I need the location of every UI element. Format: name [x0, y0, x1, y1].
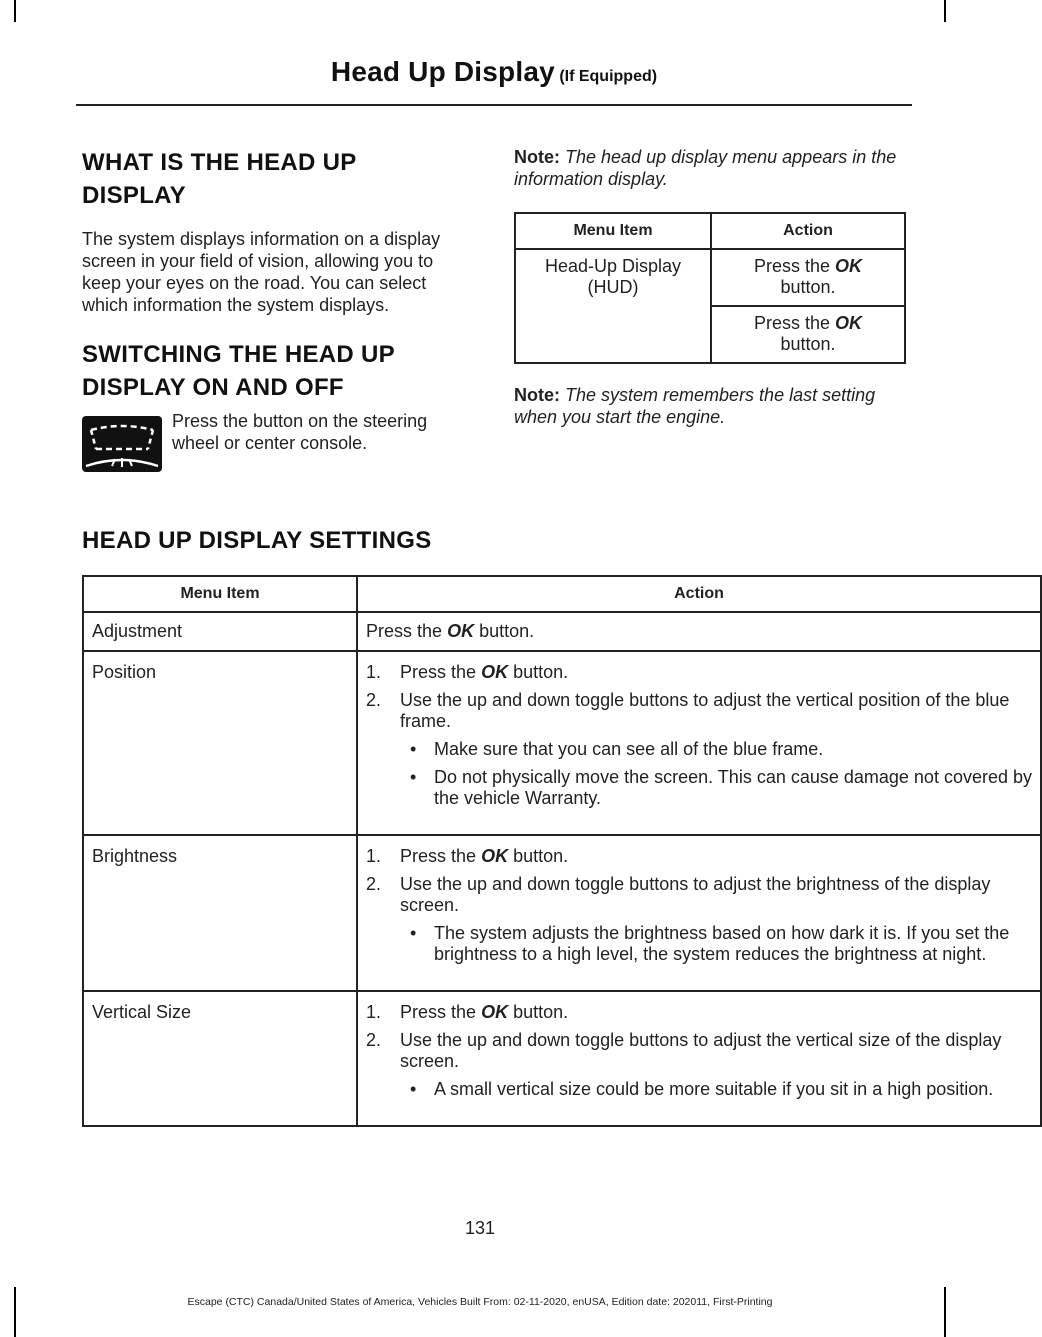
note-menu-appears: [514, 146, 906, 190]
list-item: • Do not physically move the screen. This can cause damage not covered by the vehicle Warranty.: [400, 767, 1032, 809]
settings-table: [82, 575, 1042, 1127]
action-text: Press the: [753, 313, 831, 333]
crop-mark-top-right: [944, 0, 946, 22]
ok-label: OK: [481, 662, 509, 682]
page-title-suffix: (If Equipped): [559, 68, 658, 85]
step-list: [366, 662, 1032, 809]
menu-item-hud: Head-Up Display (HUD): [544, 256, 682, 297]
column-header-menu-item: Menu Item: [515, 213, 711, 249]
ok-label: OK: [481, 846, 509, 866]
section-heading-settings: HEAD UP DISPLAY SETTINGS: [82, 527, 432, 554]
bullet-list: [400, 1079, 1032, 1100]
column-header-action: Action: [357, 576, 1041, 612]
step-text: button.: [513, 662, 569, 682]
action-cell: [711, 306, 905, 363]
step-text: button.: [513, 1002, 569, 1022]
step-number: 2.: [366, 874, 382, 894]
page-title: Head Up Display: [330, 56, 555, 87]
list-item: [366, 846, 1032, 867]
section-text-what-is: The system displays information on a display screen in your field of vision, allowing you to keep your eyes on the road. You can select which information the system displays.: [82, 229, 441, 315]
ok-label: OK: [835, 256, 863, 276]
column-header-action: Action: [711, 213, 905, 249]
right-column: [514, 146, 906, 428]
step-number: 1.: [366, 1002, 382, 1022]
action-cell: [711, 249, 905, 306]
hud-menu-table: [514, 212, 906, 364]
head-up-display-icon-graphic: [82, 416, 162, 472]
step-list: [366, 1002, 1032, 1100]
note-label: Note:: [514, 385, 560, 405]
action-text: Press the: [366, 621, 443, 641]
step-text: Press the: [400, 846, 477, 866]
note-text: The system remembers the last setting when you start the engine.: [514, 385, 876, 427]
list-item: • Make sure that you can see all of the blue frame.: [400, 739, 1032, 760]
page-number: 131: [464, 1218, 496, 1238]
list-item: [366, 690, 1032, 809]
menu-item-cell: [515, 249, 711, 363]
switch-text: Press the button on the steering wheel or center console.: [172, 411, 428, 453]
ok-label: OK: [481, 1002, 509, 1022]
list-item: • The system adjusts the brightness based on how dark it is. If you set the brightness to a high level, the system reduces the brightness at night.: [400, 923, 1032, 965]
ok-label: OK: [447, 621, 475, 641]
column-header-menu-item: Menu Item: [83, 576, 357, 612]
step-text: Use the up and down toggle buttons to adjust the brightness of the display screen.: [400, 874, 991, 915]
action-text: button.: [780, 334, 836, 354]
bullet-list: [400, 923, 1032, 965]
step-text: Press the: [400, 662, 477, 682]
header-divider: [76, 104, 912, 106]
step-number: 2.: [366, 690, 382, 710]
note-remembers-setting: [514, 384, 906, 428]
menu-item-cell: Brightness: [83, 835, 357, 991]
menu-item-cell: Vertical Size: [83, 991, 357, 1126]
list-item: [366, 1002, 1032, 1023]
action-cell: [357, 835, 1041, 991]
table-header-row: [515, 213, 905, 249]
step-text: Press the: [400, 1002, 477, 1022]
step-list: [366, 846, 1032, 965]
table-row: [83, 612, 1041, 651]
list-item: [366, 662, 1032, 683]
action-cell: [357, 991, 1041, 1126]
note-label: Note:: [514, 147, 560, 167]
step-text: Use the up and down toggle buttons to adjust the vertical size of the display screen.: [400, 1030, 1002, 1071]
action-text: button.: [479, 621, 535, 641]
table-header-row: [83, 576, 1041, 612]
menu-item-cell: Adjustment: [83, 612, 357, 651]
menu-item-cell: Position: [83, 651, 357, 835]
list-item: • A small vertical size could be more suitable if you sit in a high position.: [400, 1079, 1032, 1100]
head-up-display-icon: [82, 416, 162, 472]
list-item: [366, 874, 1032, 965]
table-row: [515, 249, 905, 306]
list-item: [366, 1030, 1032, 1100]
table-row: [83, 991, 1041, 1126]
step-number: 2.: [366, 1030, 382, 1050]
step-text: button.: [513, 846, 569, 866]
step-number: 1.: [366, 662, 382, 682]
note-text: The head up display menu appears in the information display.: [514, 147, 897, 189]
ok-label: OK: [835, 313, 863, 333]
step-number: 1.: [366, 846, 382, 866]
crop-mark-bottom-right: [944, 1287, 946, 1337]
crop-mark-top-left: [14, 0, 16, 22]
table-row: [83, 835, 1041, 991]
crop-mark-bottom-left: [14, 1287, 16, 1337]
action-text: button.: [780, 277, 836, 297]
page-header: [76, 56, 912, 88]
action-cell: [357, 612, 1041, 651]
left-column: [82, 146, 474, 472]
bullet-list: [400, 739, 1032, 809]
table-row: [83, 651, 1041, 835]
step-text: Use the up and down toggle buttons to adjust the vertical position of the blue frame.: [400, 690, 1010, 731]
switch-instruction: [82, 411, 474, 472]
page-footer: Escape (CTC) Canada/United States of America, Vehicles Built From: 02-11-2020, enUSA, Edition date: 202011, First-Printing: [187, 1296, 773, 1308]
action-cell: [357, 651, 1041, 835]
action-text: Press the: [753, 256, 831, 276]
section-heading-what-is: WHAT IS THE HEAD UP DISPLAY: [82, 149, 357, 209]
section-heading-switching: SWITCHING THE HEAD UP DISPLAY ON AND OFF: [82, 341, 395, 401]
